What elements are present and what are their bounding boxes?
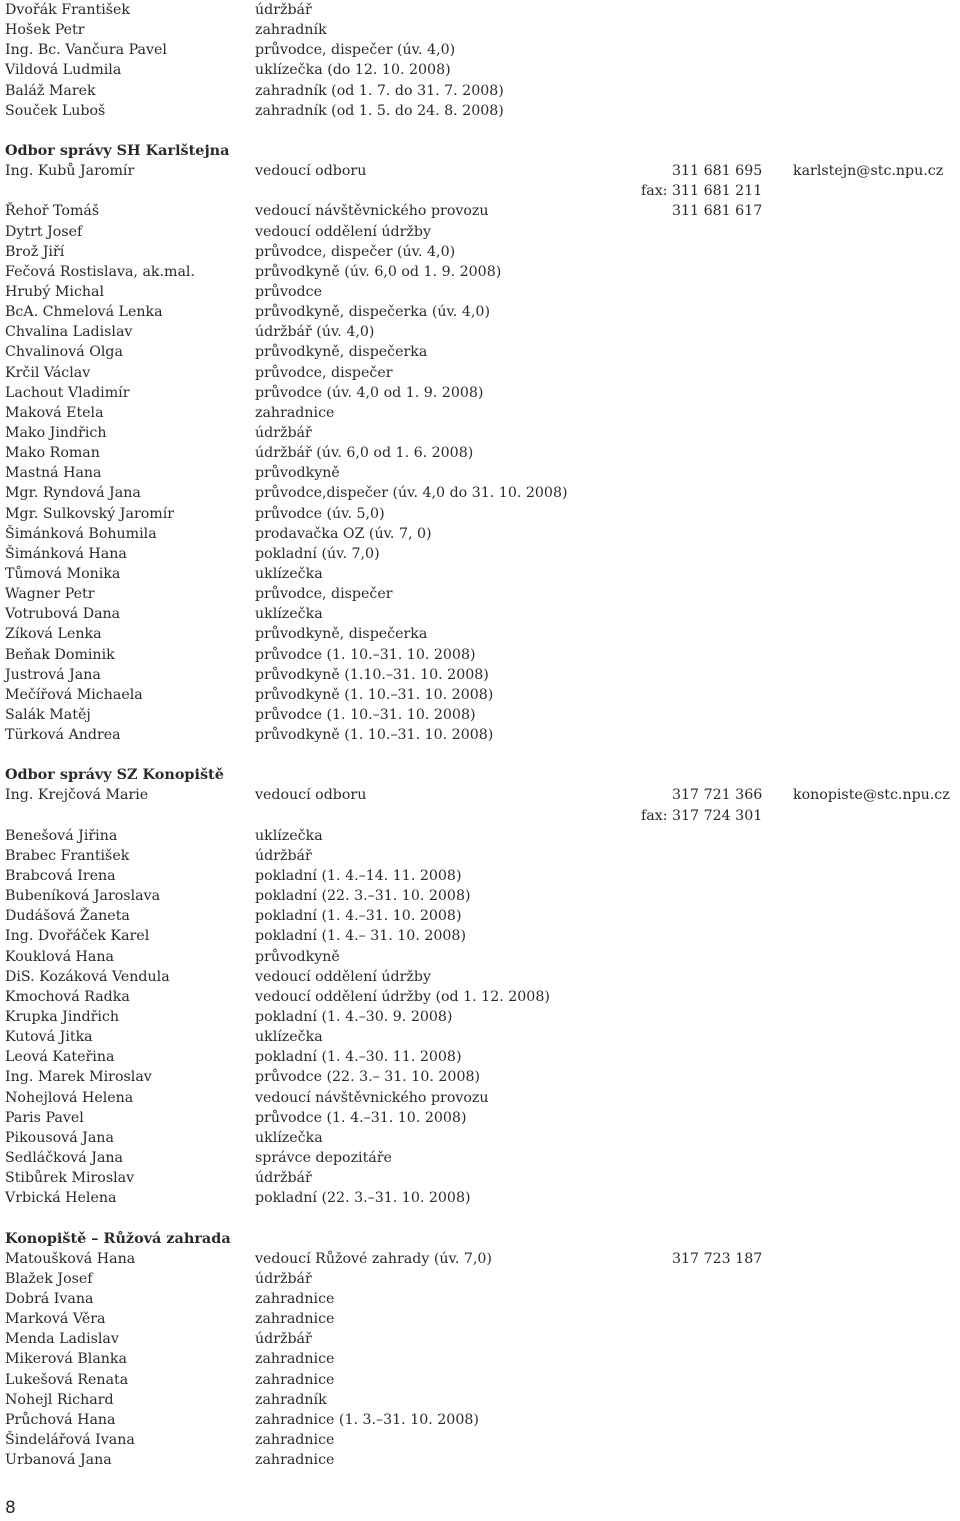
staff-name: Fečová Rostislava, ak.mal. [5,263,195,280]
staff-role: vedoucí oddělení údržby [255,968,431,985]
staff-row [5,947,955,967]
staff-name: Ing. Krejčová Marie [5,787,149,804]
staff-role: průvodce (1. 4.–31. 10. 2008) [255,1109,467,1126]
staff-role: pokladní (úv. 7,0) [255,545,380,562]
staff-name: Tůmová Monika [5,565,121,582]
staff-name: Mečířová Michaela [5,686,143,703]
staff-role: zahradnice (1. 3.–31. 10. 2008) [255,1411,479,1428]
staff-role: vedoucí odboru [255,787,367,804]
staff-name: Brabcová Irena [5,868,116,885]
staff-row [5,1390,955,1410]
staff-name: Urbanová Jana [5,1452,112,1469]
staff-row [5,604,955,624]
staff-row [5,886,955,906]
staff-row [5,785,955,805]
staff-row [5,665,955,685]
staff-email[interactable]: konopiste@stc.npu.cz [793,787,950,804]
staff-name: DiS. Kozáková Vendula [5,968,170,985]
staff-row [5,1128,955,1148]
staff-role: pokladní (22. 3.–31. 10. 2008) [255,888,471,905]
staff-name: Lukešová Renata [5,1371,129,1388]
staff-role: průvodkyně (1.10.–31. 10. 2008) [255,666,489,683]
staff-row [5,1047,955,1067]
staff-role: průvodce, dispečer (úv. 4,0) [255,42,456,59]
staff-name: Baláž Marek [5,82,96,99]
staff-name: BcA. Chmelová Lenka [5,304,163,321]
staff-name: Ing. Marek Miroslav [5,1069,152,1086]
staff-role: pokladní (1. 4.– 31. 10. 2008) [255,928,466,945]
staff-role: uklízečka [255,606,323,623]
fax-row [5,181,955,201]
staff-role: údržbář [255,847,312,864]
staff-role: pokladní (1. 4.–14. 11. 2008) [255,868,462,885]
fax-number: fax: 317 724 301 [641,807,763,824]
staff-row [5,1410,955,1430]
staff-role: průvodce (22. 3.– 31. 10. 2008) [255,1069,481,1086]
staff-row [5,222,955,242]
staff-role: průvodkyně (1. 10.–31. 10. 2008) [255,686,494,703]
staff-role: údržbář (úv. 6,0 od 1. 6. 2008) [255,445,474,462]
staff-row [5,262,955,282]
staff-name: Kutová Jitka [5,1029,93,1046]
staff-name: Mgr. Ryndová Jana [5,485,141,502]
staff-row [5,544,955,564]
directory-section [5,745,955,1208]
staff-row [5,483,955,503]
staff-name: Hrubý Michal [5,283,105,300]
staff-row [5,242,955,262]
staff-name: Vildová Ludmila [5,62,122,79]
staff-row [5,1168,955,1188]
staff-role: vedoucí Růžové zahrady (úv. 7,0) [255,1250,492,1267]
staff-role: zahradnice [255,1371,335,1388]
staff-phone: 317 721 366 [672,787,763,804]
staff-role: průvodce, dispečer [255,364,393,381]
staff-row [5,423,955,443]
staff-name: Benešová Jiřina [5,827,118,844]
staff-name: Justrová Jana [5,666,101,683]
fax-number: fax: 311 681 211 [641,183,763,200]
staff-row [5,40,955,60]
staff-role: údržbář [255,2,312,18]
staff-name: Matoušková Hana [5,1250,136,1267]
staff-name: Maková Etela [5,404,104,421]
staff-role: uklízečka [255,827,323,844]
staff-row [5,504,955,524]
staff-phone: 311 681 617 [672,203,763,220]
staff-row [5,302,955,322]
staff-row [5,322,955,342]
staff-role: vedoucí návštěvnického provozu [255,1089,489,1106]
staff-name: Mikerová Blanka [5,1351,127,1368]
staff-row [5,1329,955,1349]
staff-role: zahradník [255,22,327,39]
staff-name: Ing. Dvořáček Karel [5,928,150,945]
staff-role: uklízečka [255,565,323,582]
staff-name: Šimánková Hana [5,545,127,562]
staff-row [5,463,955,483]
staff-role: zahradník [255,1391,327,1408]
section-spacer [5,1208,955,1228]
staff-row [5,624,955,644]
staff-row [5,1148,955,1168]
staff-role: průvodkyně, dispečerka [255,344,428,361]
staff-role: pokladní (1. 4.–31. 10. 2008) [255,908,462,925]
staff-role: průvodkyně [255,948,340,965]
staff-row [5,926,955,946]
fax-row [5,806,955,826]
staff-row [5,866,955,886]
staff-name: Krčil Václav [5,364,91,381]
staff-row [5,161,955,181]
staff-name: Ing. Bc. Vančura Pavel [5,42,167,59]
staff-role: údržbář [255,1170,312,1187]
staff-name: Stibůrek Miroslav [5,1170,135,1187]
staff-row [5,1108,955,1128]
staff-row [5,967,955,987]
staff-name: Paris Pavel [5,1109,84,1126]
staff-phone: 317 723 187 [672,1250,763,1267]
staff-name: Šindelářová Ivana [5,1431,135,1448]
staff-name: Zíková Lenka [5,626,102,643]
staff-role: zahradnice [255,1351,335,1368]
staff-role: průvodkyně (1. 10.–31. 10. 2008) [255,727,494,744]
staff-row [5,1370,955,1390]
directory-section [5,1208,955,1470]
staff-name: Dudášová Žaneta [5,908,130,925]
staff-row [5,725,955,745]
section-heading: Konopiště – Růžová zahrada [5,1229,231,1247]
staff-role: vedoucí návštěvnického provozu [255,203,489,220]
staff-role: zahradník (od 1. 5. do 24. 8. 2008) [255,102,504,119]
staff-row [5,685,955,705]
staff-name: Brož Jiří [5,243,65,260]
staff-name: Kouklová Hana [5,948,114,965]
staff-role: průvodkyně, dispečerka (úv. 4,0) [255,304,490,321]
staff-row [5,645,955,665]
directory-section [5,121,955,745]
section-heading: Odbor správy SH Karlštejna [5,141,230,159]
staff-role: průvodkyně (úv. 6,0 od 1. 9. 2008) [255,263,502,280]
staff-name: Řehoř Tomáš [5,203,100,220]
staff-role: správce depozitáře [255,1150,392,1167]
staff-name: Pikousová Jana [5,1129,114,1146]
staff-row [5,705,955,725]
staff-row [5,1249,955,1269]
staff-name: Mgr. Sulkovský Jaromír [5,505,175,522]
staff-name: Leová Kateřina [5,1049,115,1066]
staff-row [5,1450,955,1470]
staff-name: Dvořák František [5,2,131,18]
staff-role: vedoucí oddělení údržby [255,223,431,240]
staff-role: uklízečka (do 12. 10. 2008) [255,62,451,79]
section-heading: Odbor správy SZ Konopiště [5,766,224,784]
staff-name: Salák Matěj [5,706,91,723]
staff-directory-page [5,0,955,1470]
staff-name: Lachout Vladimír [5,384,130,401]
staff-row [5,584,955,604]
staff-role: průvodce,dispečer (úv. 4,0 do 31. 10. 2008) [255,485,568,502]
staff-role: údržbář [255,424,312,441]
staff-row [5,1349,955,1369]
staff-role: průvodce [255,283,322,300]
staff-role: průvodce, dispečer (úv. 4,0) [255,243,456,260]
staff-name: Wagner Petr [5,586,95,603]
staff-name: Brabec František [5,847,130,864]
staff-role: průvodkyně [255,465,340,482]
staff-row [5,282,955,302]
staff-row [5,20,955,40]
staff-role: zahradnice [255,404,335,421]
staff-role: zahradnice [255,1452,335,1469]
section-spacer [5,745,955,765]
staff-role: údržbář [255,1331,312,1348]
staff-row [5,1027,955,1047]
staff-role: uklízečka [255,1129,323,1146]
staff-name: Bubeníková Jaroslava [5,888,161,905]
staff-name: Kmochová Radka [5,988,130,1005]
staff-name: Türková Andrea [5,727,121,744]
staff-name: Nohejl Richard [5,1391,114,1408]
staff-name: Chvalina Ladislav [5,324,133,341]
staff-name: Votrubová Dana [5,606,121,623]
staff-row [5,1067,955,1087]
staff-phone: 311 681 695 [672,163,763,180]
staff-name: Mastná Hana [5,465,102,482]
staff-name: Nohejlová Helena [5,1089,134,1106]
staff-name: Dobrá Ivana [5,1291,94,1307]
staff-role: průvodce (úv. 5,0) [255,505,385,522]
staff-name: Menda Ladislav [5,1331,119,1348]
staff-row [5,101,955,121]
staff-row [5,564,955,584]
staff-row [5,1289,955,1309]
staff-role: pokladní (1. 4.–30. 9. 2008) [255,1009,453,1026]
staff-name: Souček Luboš [5,102,106,119]
staff-row [5,403,955,423]
staff-row [5,826,955,846]
staff-name: Blažek Josef [5,1270,93,1287]
staff-row [5,201,955,221]
staff-row [5,987,955,1007]
section-spacer [5,121,955,141]
staff-row [5,1309,955,1329]
page-number: 8 [5,1498,16,1518]
staff-role: uklízečka [255,1029,323,1046]
staff-name: Vrbická Helena [5,1190,117,1207]
staff-role: průvodkyně, dispečerka [255,626,428,643]
staff-role: průvodce (úv. 4,0 od 1. 9. 2008) [255,384,484,401]
staff-name: Beňak Dominik [5,646,115,663]
staff-name: Průchová Hana [5,1411,116,1428]
staff-name: Hošek Petr [5,22,85,39]
staff-role: pokladní (1. 4.–30. 11. 2008) [255,1049,462,1066]
staff-role: průvodce (1. 10.–31. 10. 2008) [255,706,476,723]
staff-name: Ing. Kubů Jaromír [5,163,135,180]
staff-row [5,342,955,362]
staff-name: Krupka Jindřich [5,1009,120,1026]
staff-name: Mako Jindřich [5,424,107,441]
staff-role: údržbář (úv. 4,0) [255,324,375,341]
staff-role: vedoucí odboru [255,163,367,180]
staff-row [5,383,955,403]
staff-row [5,1188,955,1208]
staff-row [5,1269,955,1289]
staff-role: zahradnice [255,1431,335,1448]
staff-name: Chvalinová Olga [5,344,123,361]
staff-row [5,81,955,101]
staff-role: pokladní (22. 3.–31. 10. 2008) [255,1190,471,1207]
staff-name: Sedláčková Jana [5,1150,124,1167]
staff-role: údržbář [255,1270,312,1287]
staff-row [5,906,955,926]
staff-name: Dytrt Josef [5,223,83,240]
staff-row [5,1430,955,1450]
staff-role: zahradnice [255,1291,335,1307]
staff-role: zahradník (od 1. 7. do 31. 7. 2008) [255,82,504,99]
staff-row [5,524,955,544]
staff-name: Marková Věra [5,1311,106,1328]
staff-row [5,363,955,383]
staff-row [5,60,955,80]
staff-row [5,1088,955,1108]
staff-role: průvodce (1. 10.–31. 10. 2008) [255,646,476,663]
staff-role: vedoucí oddělení údržby (od 1. 12. 2008) [255,988,550,1005]
staff-role: zahradnice [255,1311,335,1328]
staff-role: prodavačka OZ (úv. 7, 0) [255,525,432,542]
staff-email[interactable]: karlstejn@stc.npu.cz [793,163,944,180]
directory-section [5,0,955,121]
staff-row [5,443,955,463]
staff-row [5,846,955,866]
staff-name: Mako Roman [5,445,100,462]
staff-name: Šimánková Bohumila [5,525,157,542]
staff-role: průvodce, dispečer [255,586,393,603]
staff-row [5,1007,955,1027]
staff-row [5,0,955,20]
